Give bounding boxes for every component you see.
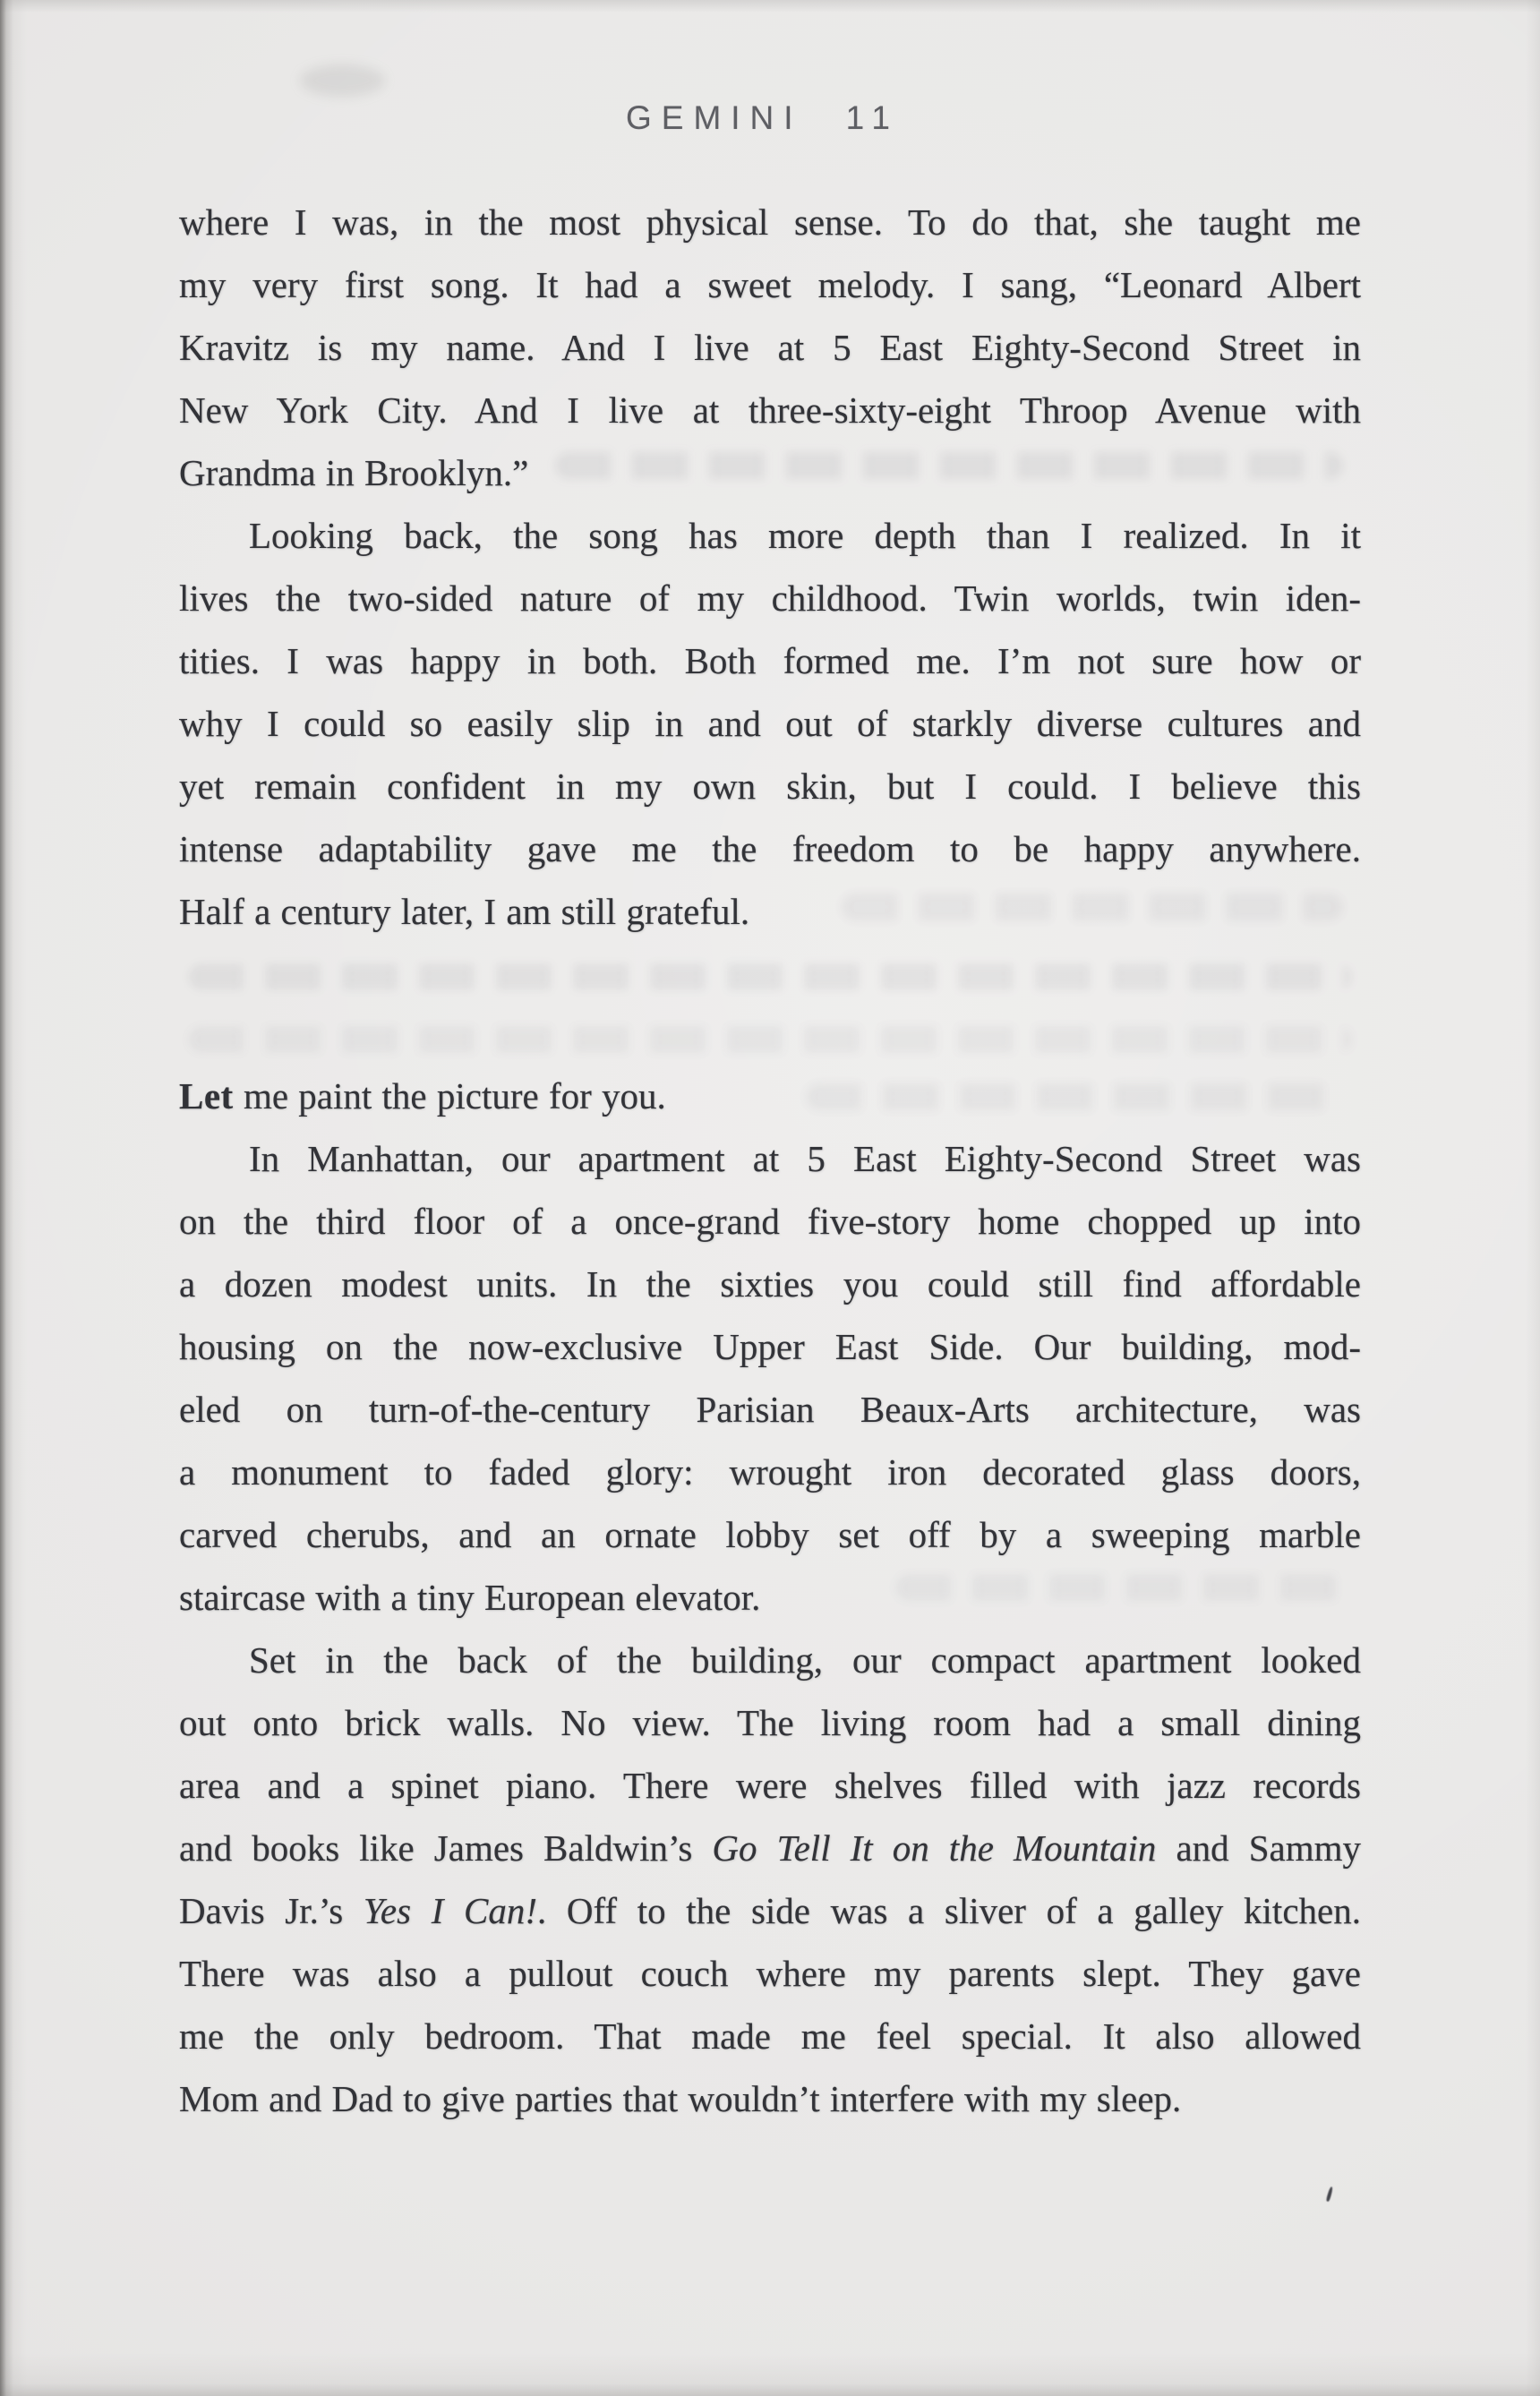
text-run: and books like James Baldwin’s [179,1827,713,1869]
text-line: a monument to faded glory: wrought iron decorated glass doors, [179,1451,1361,1493]
text-line: area and a spinet piano. There were shelves filled with jazz records [179,1765,1361,1806]
text-line: lives the two-sided nature of my childhood. Twin worlds, twin iden- [179,578,1361,619]
show-through-smudge [188,1026,1352,1053]
paragraph [179,1629,1361,2130]
show-through-smudge [895,1574,1343,1601]
text-line: New York City. And I live at three-sixty-eight Throop Avenue with [179,389,1361,431]
text-line: carved cherubs, and an ornate lobby set off by a sweeping marble [179,1514,1361,1555]
stray-ink-mark [1326,2186,1334,2202]
text-run: . Off to the side was a sliver of a galley kitchen. [537,1890,1361,1931]
text-line: yet remain confident in my own skin, but I could. I believe this [179,766,1361,807]
text-line: Kravitz is my name. And I live at 5 East Eighty-Second Street in [179,327,1361,368]
text-run: and Sammy [1156,1827,1361,1869]
text-line: housing on the now-exclusive Upper East Side. Our building, mod- [179,1326,1361,1367]
show-through-smudge [806,1083,1343,1110]
text-line: Half a century later, I am still grateful. [179,891,750,932]
text-line: me the only bedroom. That made me feel special. It also allowed [179,2015,1361,2057]
page-number: 11 [845,99,900,136]
page-body [179,191,1361,2130]
text-line: staircase with a tiny European elevator. [179,1577,761,1618]
text-line [179,1879,1361,1942]
text-line: tities. I was happy in both. Both formed me. I’m not sure how or [179,640,1361,681]
text-line: on the third floor of a once-grand five-story home chopped up into [179,1201,1361,1242]
chapter-title: GEMINI [626,99,803,136]
book-title-italic: Go Tell It on the Mountain [712,1827,1157,1869]
text-run: Davis Jr.’s [179,1890,364,1931]
running-header [0,100,1533,136]
text-run: me paint the picture for you. [233,1075,666,1117]
text-line: Set in the back of the building, our compact apartment looked [249,1639,1361,1681]
text-line: why I could so easily slip in and out of starkly diverse cultures and [179,703,1361,744]
text-line: where I was, in the most physical sense. To do that, she taught me [179,201,1361,243]
paper-smudge [300,64,385,97]
text-line: a dozen modest units. In the sixties you could still find affordable [179,1263,1361,1305]
text-line: In Manhattan, our apartment at 5 East Eighty-Second Street was [249,1138,1361,1179]
text-line: out onto brick walls. No view. The living room had a small dining [179,1702,1361,1743]
paragraph [179,504,1361,943]
text-line [179,1817,1361,1879]
text-line: eled on turn-of-the-century Parisian Beaux-Arts architecture, was [179,1389,1361,1430]
text-line: intense adaptability gave me the freedom to be happy anywhere. [179,828,1361,869]
show-through-smudge [555,452,1343,479]
text-line: my very first song. It had a sweet melody. I sang, “Leonard Albert [179,264,1361,305]
show-through-smudge [188,963,1352,990]
paragraph [179,1127,1361,1629]
show-through-smudge [842,894,1343,920]
book-title-italic: Yes I Can! [363,1890,537,1931]
bold-lead-word: Let [179,1075,234,1117]
text-line: There was also a pullout couch where my parents slept. They gave [179,1953,1361,1994]
text-line: Grandma in Brooklyn.” [179,452,529,493]
text-line: Looking back, the song has more depth than I realized. In it [249,515,1361,556]
text-line: Mom and Dad to give parties that wouldn’t interfere with my sleep. [179,2078,1182,2119]
